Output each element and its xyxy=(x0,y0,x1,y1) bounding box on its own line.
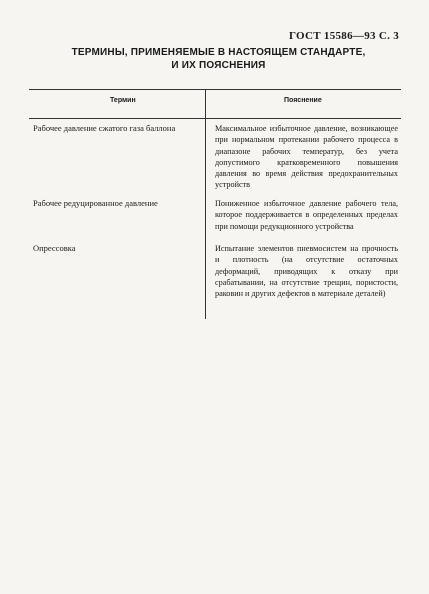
section-title-line-2: И ИХ ПОЯСНЕНИЯ xyxy=(171,60,266,71)
explanation-cell: Пониженное избыточное давление рабочего тела, которое поддерживается в определенных пределах при помощи редукционного устройства xyxy=(215,199,398,231)
table-column-divider xyxy=(205,89,206,319)
section-title-line-1: ТЕРМИНЫ, ПРИМЕНЯЕМЫЕ В НАСТОЯЩЕМ СТАНДАРТЕ, xyxy=(71,47,366,58)
term-cell: Рабочее давление сжатого газа баллона xyxy=(33,123,176,133)
column-header-term: Термин xyxy=(110,97,136,104)
table-header-rule xyxy=(29,118,401,119)
explanation-cell: Максимальное избыточное давление, возникающее при нормальном протекании рабочего процесса в диапазоне рабочих температур, без учета допустимого кратковременного повышения давления во время действия предохранительных устройств xyxy=(215,124,398,190)
column-header-explanation: Пояснение xyxy=(284,97,322,104)
term-cell: Рабочее редуцированное давление xyxy=(33,198,158,208)
explanation-cell: Испытание элементов пневмосистем на прочность и плотность (на отсутствие остаточных деформаций, приводящих к отказу при срабатывании, на отсутствие трещин, пористости, раковин и других дефектов в материале деталей) xyxy=(215,244,398,299)
table-top-rule xyxy=(29,89,401,90)
section-title xyxy=(40,46,397,72)
term-cell: Опрессовка xyxy=(33,243,76,253)
page-header: ГОСТ 15586—93 С. 3 xyxy=(288,30,399,42)
